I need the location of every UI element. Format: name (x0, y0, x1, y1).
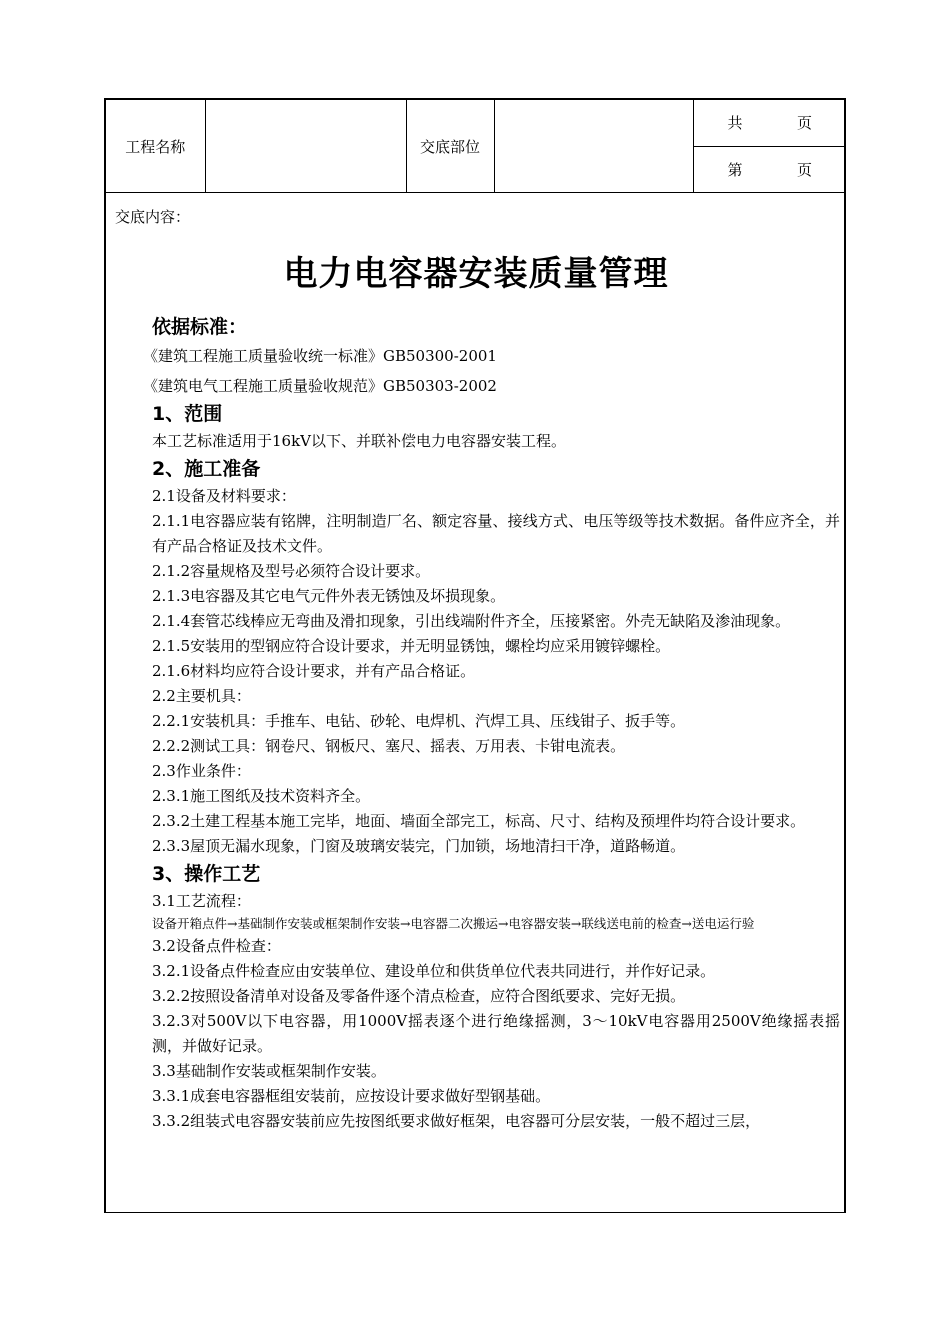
s2-line-7: 2.2主要机具： (152, 687, 251, 705)
handover-sheet (104, 98, 846, 1213)
section-1-heading: 1、范围 (152, 403, 223, 425)
s2-line-5: 2.1.5安装用的型钢应符合设计要求，并无明显锈蚀，螺栓均应采用镀锌螺栓。 (152, 637, 671, 655)
project-name-value (205, 100, 406, 193)
s2-line-4: 2.1.4套管芯线棒应无弯曲及滑扣现象，引出线端附件齐全，压接紧密。外壳无缺陷及渗油现象。 (152, 612, 791, 630)
s2-line-12: 2.3.2土建工程基本施工完毕，地面、墙面全部完工，标高、尺寸、结构及预埋件均符合设计要求。 (152, 812, 806, 830)
handover-part-value (494, 100, 693, 193)
page-number-cell (693, 146, 846, 192)
document-body (143, 312, 840, 1134)
section-2-heading: 2、施工准备 (152, 458, 261, 480)
s2-line-3: 2.1.3电容器及其它电气元件外表无锈蚀及坏损现象。 (152, 587, 506, 605)
s3-line-4: 3.3基础制作安装或框架制作安装。 (152, 1062, 386, 1080)
total-pages-cell (693, 100, 846, 146)
s2-line-11: 2.3.1施工图纸及技术资料齐全。 (152, 787, 371, 805)
standard-2: 《建筑电气工程施工质量验收规范》GB50303-2002 (143, 377, 497, 395)
standard-1: 《建筑工程施工质量验收统一标准》GB50300-2001 (143, 347, 497, 365)
section-1-text: 本工艺标准适用于16kV以下、并联补偿电力电容器安装工程。 (152, 432, 567, 450)
s3-line-2: 3.2.2按照设备清单对设备及零备件逐个清点检查，应符合图纸要求、完好无损。 (152, 987, 686, 1005)
page-unit: 页 (796, 160, 812, 179)
section-3-heading: 3、操作工艺 (152, 863, 261, 885)
s2-line-0: 2.1设备及材料要求： (152, 487, 296, 505)
s3-line-6: 3.3.2组装式电容器安装前应先按图纸要求做好框架，电容器可分层安装，一般不超过三层， (152, 1112, 761, 1130)
s3-line-0: 3.2设备点件检查： (152, 937, 281, 955)
s2-line-8: 2.2.1安装机具：手推车、电钻、砂轮、电焊机、汽焊工具、压线钳子、扳手等。 (152, 712, 686, 730)
s3-line-5: 3.3.1成套电容器框组安装前，应按设计要求做好型钢基础。 (152, 1087, 551, 1105)
s2-line-2: 2.1.2容量规格及型号必须符合设计要求。 (152, 562, 431, 580)
s2-line-10: 2.3作业条件： (152, 762, 251, 780)
s2-line-9: 2.2.2测试工具：钢卷尺、钢板尺、塞尺、摇表、万用表、卡钳电流表。 (152, 737, 626, 755)
page-label: 第 (727, 160, 743, 179)
basis-heading: 依据标准： (152, 316, 248, 338)
project-name-label: 工程名称 (106, 100, 205, 193)
total-label: 共 (727, 114, 743, 133)
handover-part-label: 交底部位 (406, 100, 494, 193)
s3-line-3: 3.2.3对500V以下电容器，用1000V摇表逐个进行绝缘摇测，3～10kV电容器用2500V绝缘摇表摇测，并做好记录。 (152, 1012, 840, 1055)
document-title: 电力电容器安装质量管理 (283, 254, 669, 294)
s3-flow: 设备开箱点件→基础制作安装或框架制作安装→电容器二次搬运→电容器安装→联线送电前的检查→送电运行验 (152, 916, 755, 931)
total-unit: 页 (796, 114, 812, 133)
s3-line-1: 3.2.1设备点件检查应由安装单位、建设单位和供货单位代表共同进行，并作好记录。 (152, 962, 716, 980)
s2-line-13: 2.3.3屋顶无漏水现象，门窗及玻璃安装完，门加锁，场地清扫干净，道路畅道。 (152, 837, 686, 855)
intro-label: 交底内容： (115, 208, 191, 226)
header-table (106, 100, 846, 193)
s2-line-6: 2.1.6材料均应符合设计要求，并有产品合格证。 (152, 662, 476, 680)
s2-line-1: 2.1.1电容器应装有铭牌，注明制造厂名、额定容量、接线方式、电压等级等技术数据。备件应齐全，并有产品合格证及技术文件。 (152, 512, 840, 555)
s3-flow-label: 3.1工艺流程： (152, 892, 251, 910)
